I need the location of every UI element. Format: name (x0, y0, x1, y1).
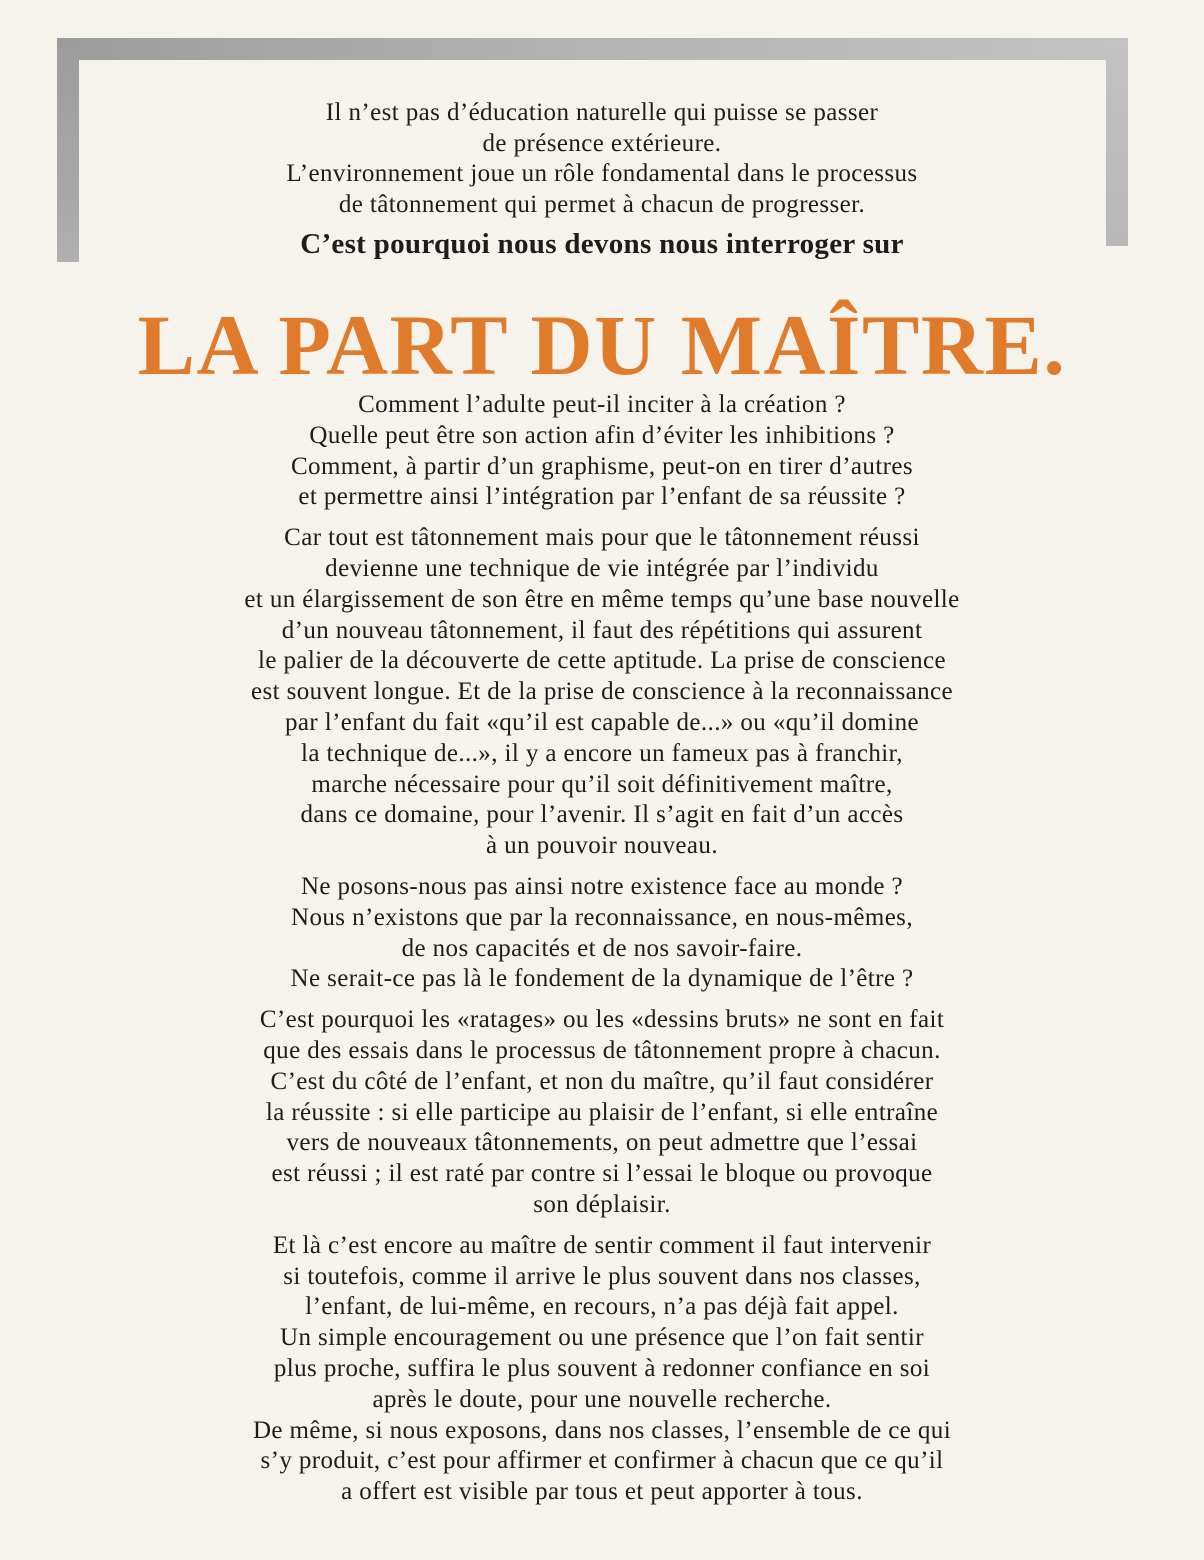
text-line: Car tout est tâtonnement mais pour que le tâtonnement réussi (284, 524, 920, 552)
text-line: la réussite : si elle participe au plaisir de l’enfant, si elle entraîne (265, 1098, 939, 1126)
paragraph (70, 1231, 1134, 1508)
text-line: devienne une technique de vie intégrée par l’individu (325, 554, 879, 582)
intro-block (100, 98, 1104, 220)
text-line: Quelle peut être son action afin d’éviter les inhibitions ? (309, 421, 895, 449)
paragraph (70, 872, 1134, 995)
text-line: plus proche, suffira le plus souvent à redonner confiance en soi (273, 1354, 931, 1382)
text-line: son déplaisir. (533, 1190, 671, 1218)
text-line: si toutefois, comme il arrive le plus souvent dans nos classes, (283, 1262, 921, 1290)
text-line: dans ce domaine, pour l’avenir. Il s’agit en fait d’un accès (300, 801, 904, 829)
text-line: vers de nouveaux tâtonnements, on peut admettre que l’essai (286, 1129, 918, 1157)
text-line: De même, si nous exposons, dans nos classes, l’ensemble de ce qui (252, 1416, 952, 1444)
frame-right-bar (1106, 38, 1128, 246)
text-line: Comment, à partir d’un graphisme, peut-on en tirer d’autres (290, 452, 914, 480)
text-line: est réussi ; il est raté par contre si l’essai le bloque ou provoque (271, 1160, 933, 1188)
lead-sentence: C’est pourquoi nous devons nous interroger sur (300, 228, 904, 260)
text-line: la technique de...», il y a encore un fameux pas à franchir, (301, 739, 903, 767)
text-line: Ne posons-nous pas ainsi notre existence face au monde ? (300, 872, 904, 900)
text-line: l’enfant, de lui-même, en recours, n’a pas déjà fait appel. (305, 1293, 899, 1321)
text-line: et un élargissement de son être en même temps qu’une base nouvelle (244, 585, 960, 613)
text-line: Ne serait-ce pas là le fondement de la dynamique de l’être ? (290, 965, 914, 993)
frame-top-bar (57, 38, 1128, 60)
paragraph (70, 1005, 1134, 1221)
text-line: le palier de la découverte de cette aptitude. La prise de conscience (258, 647, 946, 675)
intro-line: de tâtonnement qui permet à chacun de progresser. (338, 190, 866, 218)
paragraph (70, 390, 1134, 513)
paragraph (70, 523, 1134, 862)
text-line: et permettre ainsi l’intégration par l’enfant de sa réussite ? (298, 483, 906, 511)
text-line: de nos capacités et de nos savoir-faire. (401, 934, 803, 962)
text-line: C’est du côté de l’enfant, et non du maître, qu’il faut considérer (270, 1067, 934, 1095)
page-title: LA PART DU MAÎTRE. (137, 297, 1067, 393)
text-line: a offert est visible par tous et peut apporter à tous. (341, 1478, 863, 1506)
text-line: est souvent longue. Et de la prise de conscience à la reconnaissance (251, 678, 953, 706)
text-line: s’y produit, c’est pour affirmer et confirmer à chacun que ce qu’il (260, 1447, 944, 1475)
text-line: Nous n’existons que par la reconnaissance, en nous-mêmes, (291, 903, 913, 931)
text-line: après le doute, pour une nouvelle recherche. (372, 1385, 832, 1413)
body-text (70, 390, 1134, 1518)
text-line: par l’enfant du fait «qu’il est capable de...» ou «qu’il domine (284, 708, 920, 736)
text-line: Un simple encouragement ou une présence que l’on fait sentir (280, 1324, 924, 1352)
text-line: marche nécessaire pour qu’il soit définitivement maître, (311, 770, 893, 798)
intro-line: L’environnement joue un rôle fondamental dans le processus (286, 160, 918, 188)
text-line: d’un nouveau tâtonnement, il faut des répétitions qui assurent (281, 616, 923, 644)
text-line: Et là c’est encore au maître de sentir comment il faut intervenir (272, 1231, 932, 1259)
text-line: C’est pourquoi les «ratages» ou les «dessins bruts» ne sont en fait (259, 1006, 945, 1034)
text-line: Comment l’adulte peut-il inciter à la création ? (358, 391, 846, 418)
text-line: que des essais dans le processus de tâtonnement propre à chacun. (263, 1036, 941, 1064)
text-line: à un pouvoir nouveau. (486, 832, 718, 860)
intro-line: Il n’est pas d’éducation naturelle qui puisse se passer (325, 99, 879, 126)
intro-line: de présence extérieure. (482, 129, 722, 157)
